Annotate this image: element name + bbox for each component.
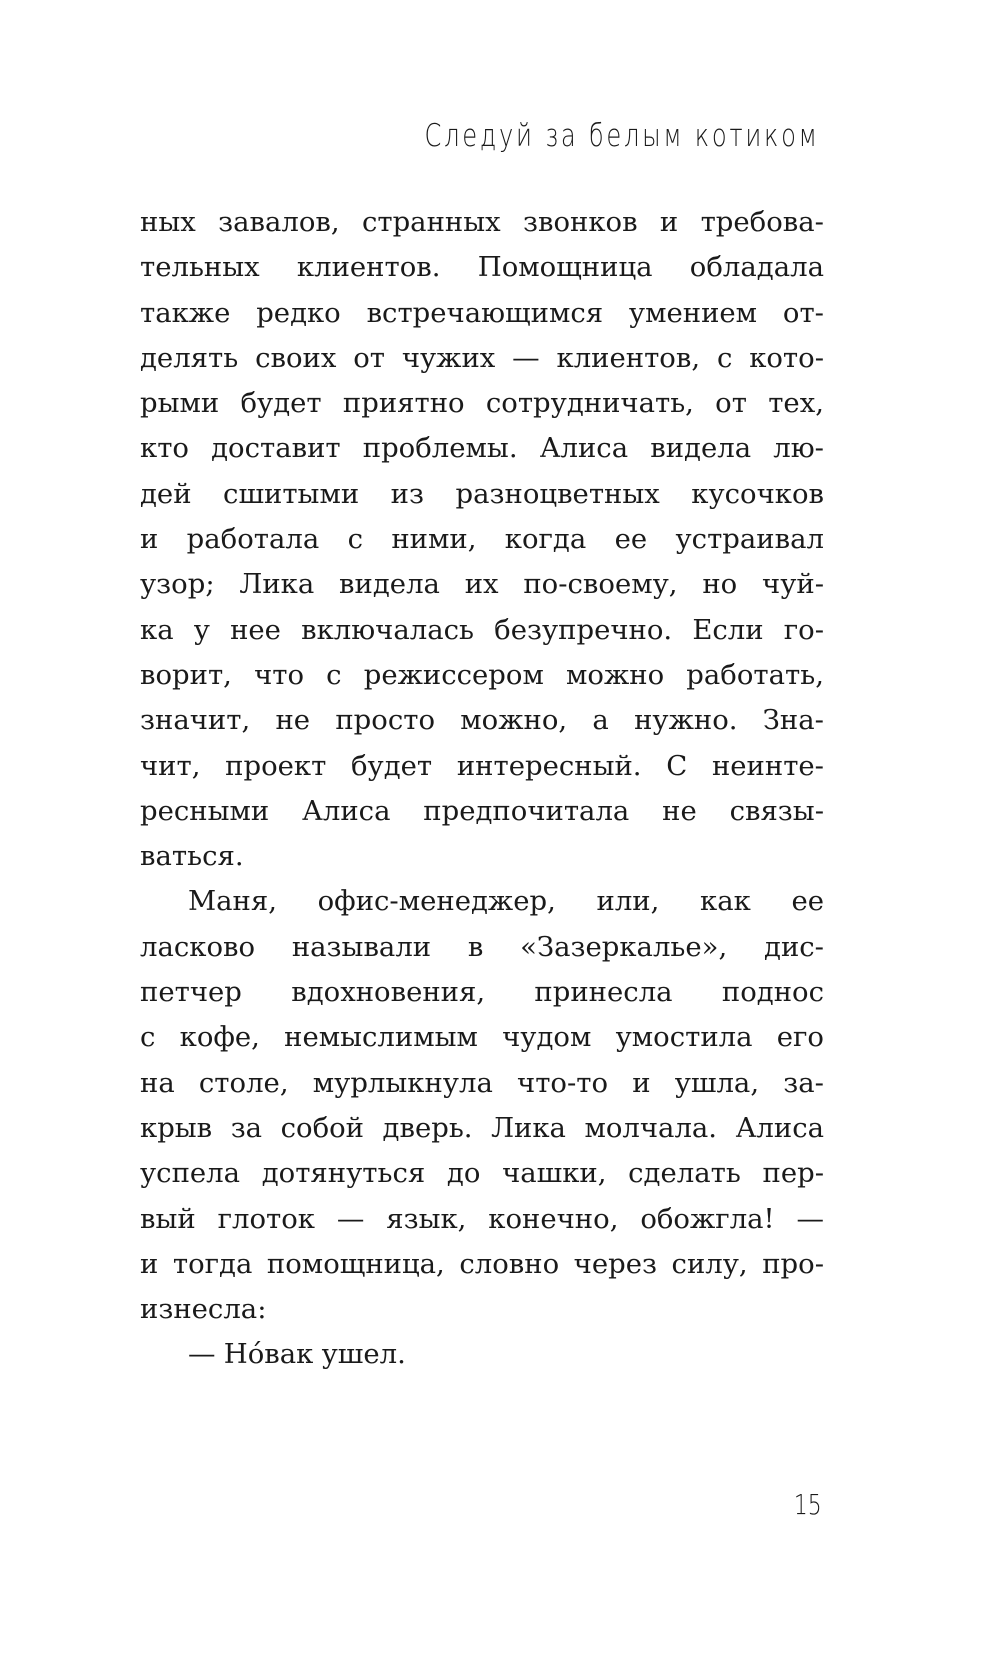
text-line: ка у нее включалась безупречно. Если го- — [140, 613, 824, 646]
text-line: ваться. — [140, 840, 244, 873]
running-head-title: Следуй за белым котиком — [424, 118, 820, 154]
text-line: дей сшитыми из разноцветных кусочков — [140, 477, 824, 510]
text-line: успела дотянуться до чашки, сделать пер- — [140, 1157, 824, 1190]
text-line: крыв за собой дверь. Лика молчала. Алиса — [140, 1111, 824, 1144]
text-line: ворит, что с режиссером можно работать, — [140, 658, 824, 691]
body-text — [140, 200, 824, 1378]
text-line: чит, проект будет интересный. С неинте- — [140, 749, 824, 782]
text-line: делять своих от чужих — клиентов, с кото- — [140, 341, 824, 374]
text-line: узор; Лика видела их по-своему, но чуй- — [140, 568, 824, 601]
text-line: с кофе, немыслимым чудом умостила его — [140, 1021, 824, 1054]
text-line: тельных клиентов. Помощница обладала — [140, 251, 824, 284]
text-line: ных завалов, странных звонков и требова- — [140, 206, 824, 238]
text-line: на столе, мурлыкнула что-то и ушла, за- — [140, 1066, 824, 1099]
text-line: Маня, офис-менеджер, или, как ее — [188, 885, 824, 918]
text-line: ласково называли в «Зазеркалье», дис- — [140, 930, 824, 963]
text-line: рыми будет приятно сотрудничать, от тех, — [140, 387, 824, 420]
page-number: 15 — [794, 1488, 822, 1521]
text-line: — Но́вак ушел. — [188, 1338, 406, 1371]
text-line: петчер вдохновения, принесла поднос — [140, 976, 824, 1009]
text-line: и тогда помощница, словно через силу, про- — [140, 1247, 824, 1280]
text-line: также редко встречающимся умением от- — [140, 296, 824, 329]
text-line: ресными Алиса предпочитала не связы- — [140, 794, 824, 827]
text-line: кто доставит проблемы. Алиса видела лю- — [140, 432, 824, 465]
text-line: значит, не просто можно, а нужно. Зна- — [140, 704, 824, 737]
text-line: вый глоток — язык, конечно, обожгла! — — [140, 1202, 824, 1235]
text-line: изнесла: — [140, 1293, 267, 1326]
text-line: и работала с ними, когда ее устраивал — [140, 523, 824, 556]
